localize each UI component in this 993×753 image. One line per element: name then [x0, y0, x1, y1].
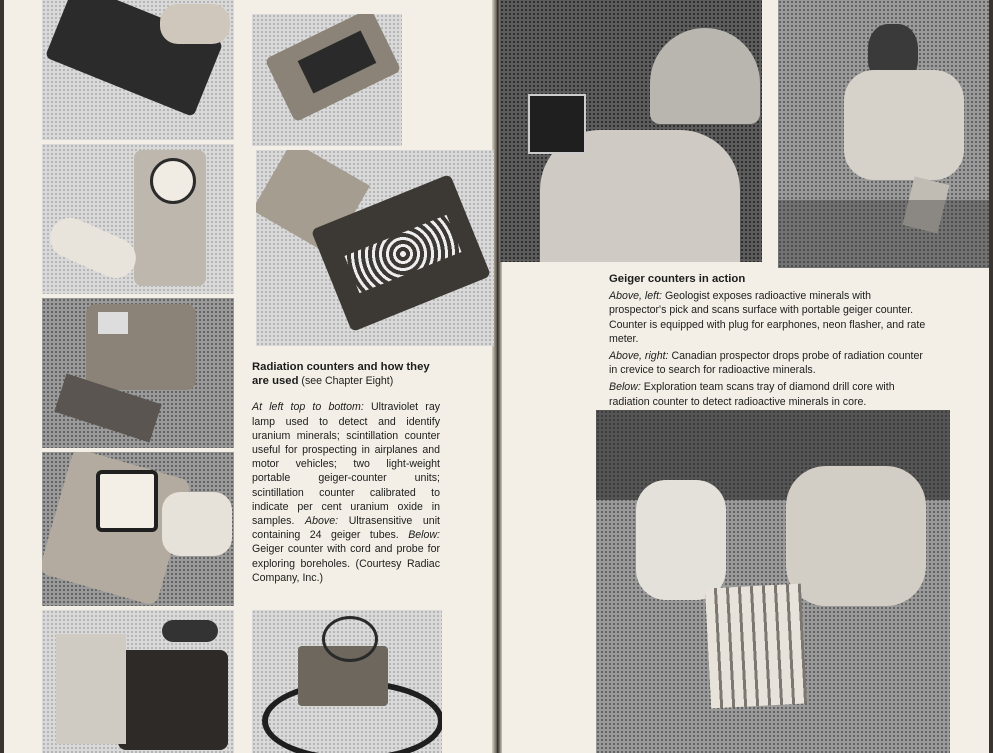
photo-portable-geiger-counter-1: [42, 298, 234, 448]
photo-exploration-team-drill-core: [596, 410, 950, 753]
lead-text: Ultraviolet ray lamp used to detect and identify uranium minerals; scintillation counter useful for prospecting in airplanes and motor vehicles; two light-weight portable geiger-counter units; scintillation counter calibrated to indicate per cent uranium oxide in samples.: [252, 401, 441, 528]
lead-label: At left top to bottom:: [252, 401, 364, 414]
photo-geologist-with-pick: [500, 0, 762, 262]
photo-ultraviolet-lamp: [42, 0, 234, 140]
photo-canadian-prospector: [778, 0, 989, 268]
above-left-text: Geologist exposes radioactive minerals with prospector's pick and scans surface with portable geiger counter. Counter is equipped with plug for earphones, neon flasher, and rate meter.: [609, 290, 926, 345]
above-right-text: Canadian prospector drops probe of radiation counter in crevice to search for radioactive minerals.: [609, 350, 923, 377]
left-caption-title: Radiation counters and how they are used: [252, 361, 430, 388]
above-left-label: Above, left:: [609, 290, 662, 303]
above-label: Above:: [305, 515, 339, 528]
right-below-label: Below:: [609, 381, 641, 394]
photo-percent-uranium-counter: [42, 610, 234, 753]
right-below-text: Exploration team scans tray of diamond drill core with radiation counter to detect radioactive minerals in core.: [609, 381, 895, 408]
left-caption-title-suffix: (see Chapter Eight): [301, 375, 394, 388]
right-caption: [609, 272, 931, 412]
below-label: Below:: [408, 529, 440, 542]
above-right-label: Above, right:: [609, 350, 669, 363]
left-caption: [252, 360, 440, 585]
photo-ultrasensitive-unit-24-tubes: [256, 150, 494, 346]
photo-ultrasensitive-unit-top: [252, 14, 402, 146]
photo-borehole-geiger-counter: [252, 610, 442, 753]
photo-scintillation-counter: [42, 144, 234, 294]
below-text: Geiger counter with cord and probe for exploring boreholes. (Courtesy Radiac Company, Inc.): [252, 543, 440, 584]
above-text: Ultrasensitive unit containing 24 geiger tubes.: [252, 515, 440, 542]
photo-portable-geiger-counter-2: [42, 452, 234, 606]
right-caption-title: Geiger counters in action: [609, 273, 746, 285]
